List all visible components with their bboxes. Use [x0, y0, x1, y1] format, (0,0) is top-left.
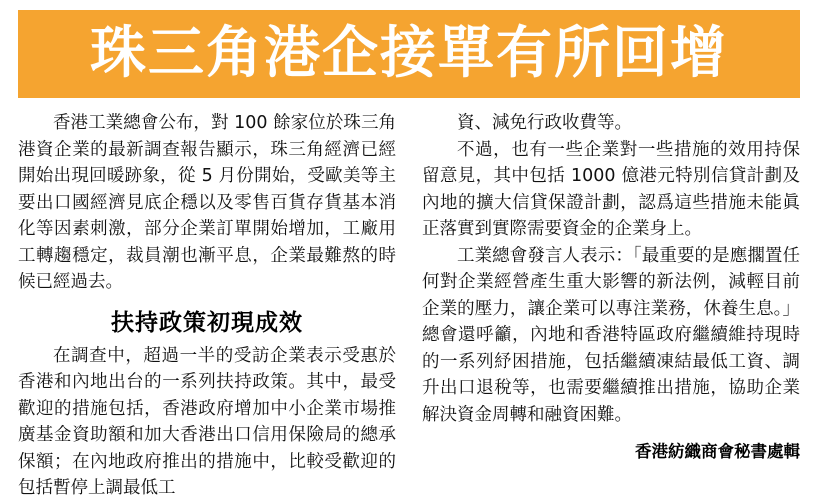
left-column — [18, 110, 396, 498]
page-title: 珠三角港企接單有所回增 — [90, 21, 728, 86]
article-body — [18, 110, 800, 498]
paragraph: 在調查中，超過一半的受訪企業表示受惠於香港和內地出台的一系列扶持政策。其中，最受歡迎的措施包括，香港政府增加中小企業市場推廣基金資助額和加大香港出口信用保險局的總承保額；在內地政府推出的措施中，比較受歡迎的包括暫停上調最低工 — [18, 345, 396, 498]
section-subheading: 扶持政策初現成效 — [111, 309, 303, 336]
paragraph: 資、減免行政收費等。 — [457, 113, 632, 133]
paragraph: 工業總會發言人表示：「最重要的是應擱置任何對企業經營產生重大影響的新法例，減輕目前企業的壓力，讓企業可以專注業務，休養生息。」總會還呼籲，內地和香港特區政府繼續維持現時的一系列紓困措施，包括繼續凍結最低工資、調升出口退稅等，也需要繼續推出措施，協助企業解決資金周轉和融資困難。 — [422, 245, 800, 425]
article-byline: 香港紡織商會秘書處輯 — [635, 442, 800, 461]
paragraph: 不過，也有一些企業對一些措施的效用持保留意見，其中包括 1000 億港元特別信貸計劃及內地的擴大信貸保證計劃，認爲這些措施未能眞正落實到實際需要資金的企業身上。 — [422, 139, 800, 239]
headline-banner — [18, 10, 800, 98]
paragraph: 香港工業總會公布，對 100 餘家位於珠三角港資企業的最新調查報告顯示，珠三角經濟已經開始出現回暖跡象，從 5 月份開始，受歐美等主要出口國經濟見底企穩以及零售百貨存貨基本消化等因素刺激，部分企業訂單開始增加，工廠用工轉趨穩定，裁員潮也漸平息，企業最難熬的時候已經過去。 — [18, 113, 396, 292]
right-column — [422, 110, 800, 494]
